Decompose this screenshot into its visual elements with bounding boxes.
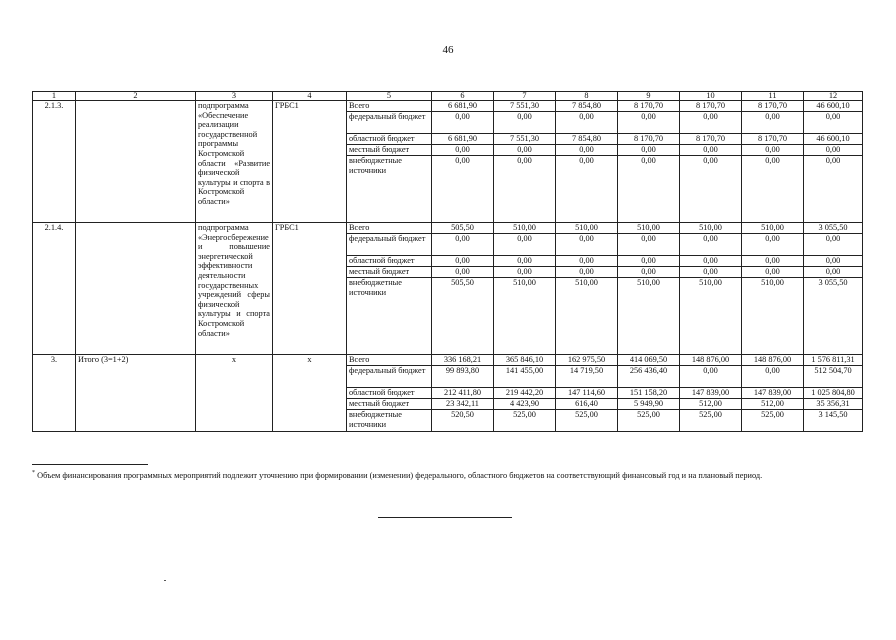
value-cell: 525,00 xyxy=(618,410,680,432)
value-cell: 4 423,90 xyxy=(494,399,556,410)
funding-source: областной бюджет xyxy=(347,256,432,267)
value-cell: 3 145,50 xyxy=(804,410,863,432)
value-cell: 46 600,10 xyxy=(804,101,863,112)
value-cell: 512,00 xyxy=(680,399,742,410)
column-number: 8 xyxy=(556,92,618,101)
funding-source: внебюджетные источники xyxy=(347,278,432,355)
column-number: 7 xyxy=(494,92,556,101)
value-cell: 1 576 811,31 xyxy=(804,355,863,366)
value-cell: 0,00 xyxy=(432,156,494,223)
funding-source: Всего xyxy=(347,223,432,234)
value-cell: 0,00 xyxy=(618,156,680,223)
value-cell: 505,50 xyxy=(432,223,494,234)
value-cell: 0,00 xyxy=(494,112,556,134)
subprogram-name: подпрограмма «Обеспечение реализации государственной программы Костромской области «Развитие физической культуры и спорта в Костромской области» xyxy=(196,101,273,223)
value-cell: 510,00 xyxy=(618,278,680,355)
value-cell: 0,00 xyxy=(680,145,742,156)
page-number: 46 xyxy=(442,44,454,56)
value-cell: 0,00 xyxy=(432,234,494,256)
value-cell: 35 356,31 xyxy=(804,399,863,410)
value-cell: 510,00 xyxy=(556,278,618,355)
value-cell: 0,00 xyxy=(494,145,556,156)
value-cell: 0,00 xyxy=(432,145,494,156)
item-name xyxy=(76,223,196,355)
value-cell: 510,00 xyxy=(494,278,556,355)
value-cell: 0,00 xyxy=(680,267,742,278)
value-cell: 8 170,70 xyxy=(680,134,742,145)
column-number: 1 xyxy=(33,92,76,101)
value-cell: 46 600,10 xyxy=(804,134,863,145)
value-cell: 0,00 xyxy=(742,267,804,278)
item-name: Итого (3=1+2) xyxy=(76,355,196,432)
value-cell: 414 069,50 xyxy=(618,355,680,366)
item-number: 3. xyxy=(33,355,76,432)
value-cell: 0,00 xyxy=(742,366,804,388)
executor: ГРБС1 xyxy=(273,101,347,223)
value-cell: 0,00 xyxy=(618,112,680,134)
value-cell: 0,00 xyxy=(618,145,680,156)
funding-source: местный бюджет xyxy=(347,145,432,156)
value-cell: 0,00 xyxy=(556,156,618,223)
value-cell: 510,00 xyxy=(680,223,742,234)
value-cell: 5 949,90 xyxy=(618,399,680,410)
column-number: 4 xyxy=(273,92,347,101)
value-cell: 0,00 xyxy=(742,256,804,267)
value-cell: 8 170,70 xyxy=(618,101,680,112)
value-cell: 0,00 xyxy=(556,145,618,156)
value-cell: 510,00 xyxy=(618,223,680,234)
funding-source: местный бюджет xyxy=(347,267,432,278)
value-cell: 0,00 xyxy=(680,366,742,388)
value-cell: 510,00 xyxy=(680,278,742,355)
value-cell: 0,00 xyxy=(742,156,804,223)
value-cell: 510,00 xyxy=(742,223,804,234)
footnote xyxy=(32,468,864,481)
value-cell: 3 055,50 xyxy=(804,278,863,355)
value-cell: 510,00 xyxy=(742,278,804,355)
value-cell: 512 504,70 xyxy=(804,366,863,388)
value-cell: 0,00 xyxy=(494,234,556,256)
value-cell: 336 168,21 xyxy=(432,355,494,366)
value-cell: 0,00 xyxy=(742,112,804,134)
value-cell: 0,00 xyxy=(556,256,618,267)
value-cell: 0,00 xyxy=(742,145,804,156)
value-cell: 0,00 xyxy=(432,267,494,278)
table-row xyxy=(33,355,863,366)
value-cell: 147 839,00 xyxy=(742,388,804,399)
value-cell: 525,00 xyxy=(494,410,556,432)
value-cell: 212 411,80 xyxy=(432,388,494,399)
funding-source: федеральный бюджет xyxy=(347,366,432,388)
funding-source: внебюджетные источники xyxy=(347,156,432,223)
column-number: 2 xyxy=(76,92,196,101)
value-cell: 505,50 xyxy=(432,278,494,355)
value-cell: 3 055,50 xyxy=(804,223,863,234)
column-number: 10 xyxy=(680,92,742,101)
value-cell: 0,00 xyxy=(432,256,494,267)
subprogram-name: х xyxy=(196,355,273,432)
value-cell: 151 158,20 xyxy=(618,388,680,399)
value-cell: 219 442,20 xyxy=(494,388,556,399)
item-number: 2.1.3. xyxy=(33,101,76,223)
value-cell: 7 854,80 xyxy=(556,101,618,112)
value-cell: 0,00 xyxy=(742,234,804,256)
table-row xyxy=(33,223,863,234)
value-cell: 8 170,70 xyxy=(680,101,742,112)
value-cell: 0,00 xyxy=(804,256,863,267)
footnote-text: Объем финансирования программных мероприятий подлежит уточнению при формировании (изменении) федерального, областного бюджетов на соответствующий финансовый год и на плановый период. xyxy=(37,470,763,480)
value-cell: 141 455,00 xyxy=(494,366,556,388)
value-cell: 525,00 xyxy=(556,410,618,432)
financing-table xyxy=(32,91,863,432)
value-cell: 0,00 xyxy=(680,112,742,134)
value-cell: 147 839,00 xyxy=(680,388,742,399)
header-row xyxy=(33,92,863,101)
value-cell: 8 170,70 xyxy=(618,134,680,145)
value-cell: 0,00 xyxy=(804,156,863,223)
value-cell: 510,00 xyxy=(556,223,618,234)
value-cell: 1 025 804,80 xyxy=(804,388,863,399)
value-cell: 148 876,00 xyxy=(742,355,804,366)
value-cell: 0,00 xyxy=(432,112,494,134)
value-cell: 0,00 xyxy=(556,234,618,256)
value-cell: 512,00 xyxy=(742,399,804,410)
funding-source: Всего xyxy=(347,101,432,112)
value-cell: 7 551,30 xyxy=(494,101,556,112)
value-cell: 6 681,90 xyxy=(432,101,494,112)
value-cell: 23 342,11 xyxy=(432,399,494,410)
value-cell: 8 170,70 xyxy=(742,101,804,112)
value-cell: 14 719,50 xyxy=(556,366,618,388)
value-cell: 147 114,60 xyxy=(556,388,618,399)
funding-source: местный бюджет xyxy=(347,399,432,410)
value-cell: 616,40 xyxy=(556,399,618,410)
value-cell: 99 893,80 xyxy=(432,366,494,388)
value-cell: 0,00 xyxy=(618,234,680,256)
value-cell: 510,00 xyxy=(494,223,556,234)
value-cell: 0,00 xyxy=(494,156,556,223)
value-cell: 7 854,80 xyxy=(556,134,618,145)
column-number: 6 xyxy=(432,92,494,101)
value-cell: 0,00 xyxy=(804,267,863,278)
footnote-mark: * xyxy=(32,470,35,476)
value-cell: 520,50 xyxy=(432,410,494,432)
column-number: 12 xyxy=(804,92,863,101)
column-number: 3 xyxy=(196,92,273,101)
executor: х xyxy=(273,355,347,432)
executor: ГРБС1 xyxy=(273,223,347,355)
footnote-separator xyxy=(32,464,148,465)
value-cell: 6 681,90 xyxy=(432,134,494,145)
funding-source: областной бюджет xyxy=(347,134,432,145)
item-number: 2.1.4. xyxy=(33,223,76,355)
value-cell: 162 975,50 xyxy=(556,355,618,366)
value-cell: 525,00 xyxy=(742,410,804,432)
column-number: 5 xyxy=(347,92,432,101)
value-cell: 0,00 xyxy=(494,256,556,267)
value-cell: 148 876,00 xyxy=(680,355,742,366)
funding-source: внебюджетные источники xyxy=(347,410,432,432)
value-cell: 0,00 xyxy=(618,256,680,267)
funding-source: Всего xyxy=(347,355,432,366)
scan-speck xyxy=(164,580,166,581)
value-cell: 365 846,10 xyxy=(494,355,556,366)
value-cell: 7 551,30 xyxy=(494,134,556,145)
value-cell: 0,00 xyxy=(680,234,742,256)
funding-source: федеральный бюджет xyxy=(347,234,432,256)
column-number: 11 xyxy=(742,92,804,101)
value-cell: 0,00 xyxy=(556,112,618,134)
value-cell: 8 170,70 xyxy=(742,134,804,145)
funding-source: федеральный бюджет xyxy=(347,112,432,134)
value-cell: 256 436,40 xyxy=(618,366,680,388)
end-rule xyxy=(378,517,512,518)
table-row xyxy=(33,101,863,112)
value-cell: 0,00 xyxy=(680,156,742,223)
value-cell: 0,00 xyxy=(680,256,742,267)
value-cell: 0,00 xyxy=(556,267,618,278)
value-cell: 0,00 xyxy=(618,267,680,278)
subprogram-name: подпрограмма «Энергосбережение и повышение энергетической эффективности деятельности государственных учреждений сферы физической культуры и спорта Костромской области» xyxy=(196,223,273,355)
funding-source: областной бюджет xyxy=(347,388,432,399)
value-cell: 0,00 xyxy=(804,112,863,134)
column-number: 9 xyxy=(618,92,680,101)
value-cell: 0,00 xyxy=(804,145,863,156)
value-cell: 0,00 xyxy=(804,234,863,256)
value-cell: 0,00 xyxy=(494,267,556,278)
item-name xyxy=(76,101,196,223)
value-cell: 525,00 xyxy=(680,410,742,432)
